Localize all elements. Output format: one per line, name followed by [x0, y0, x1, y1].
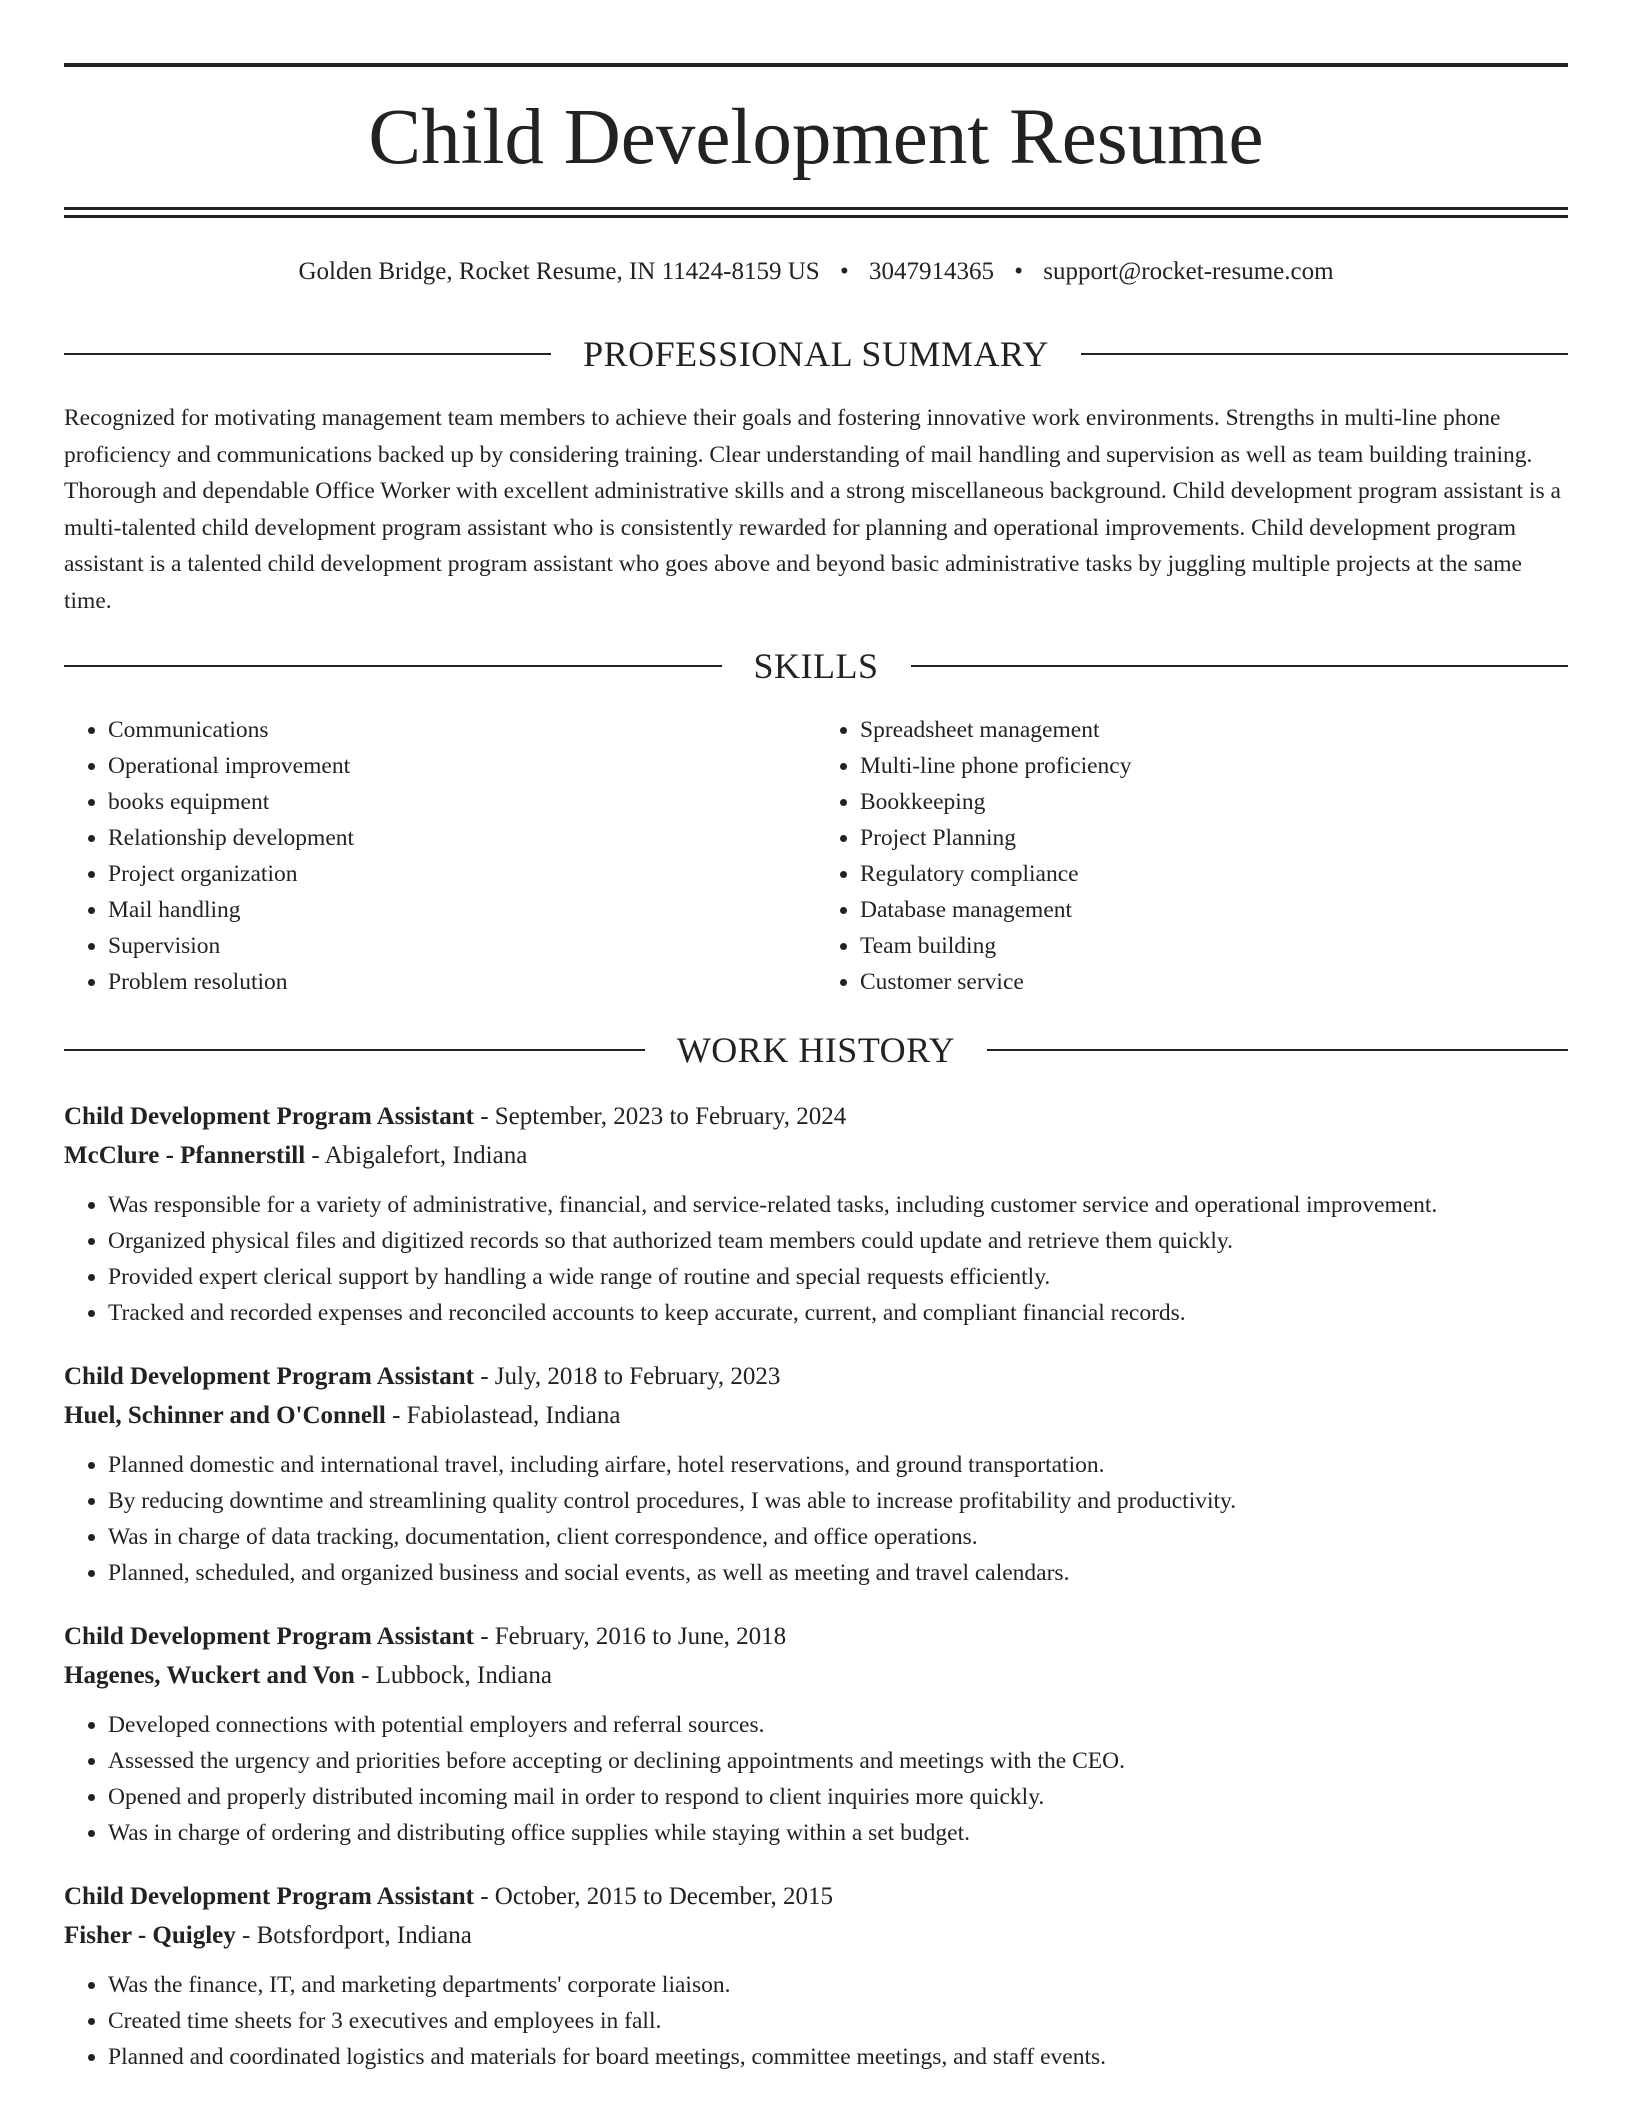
- job-company-line: Fisher - Quigley - Botsfordport, Indiana: [64, 1922, 472, 1949]
- job-bullet: • Developed connections with potential employers and referral sources.: [108, 1707, 1568, 1743]
- skill-item: • Communications: [108, 712, 816, 748]
- skills-list-left: [64, 712, 816, 1000]
- skill-item: • Project organization: [108, 856, 816, 892]
- skill-item: • Regulatory compliance: [860, 856, 1568, 892]
- work-history-list: [64, 1097, 1568, 2101]
- section-rule: [64, 665, 722, 667]
- section-rule: [911, 665, 1569, 667]
- section-rule: [64, 1049, 645, 1051]
- skill-item: • Multi-line phone proficiency: [860, 748, 1568, 784]
- job-entry: [64, 1097, 1568, 1331]
- section-rule: [987, 1049, 1568, 1051]
- job-bullet: • Provided expert clerical support by handling a wide range of routine and special requests efficiently.: [108, 1259, 1568, 1295]
- job-bullets: [64, 1187, 1568, 1331]
- job-title-line: Child Development Program Assistant - September, 2023 to February, 2024: [64, 1103, 847, 1130]
- job-company: McClure - Pfannerstill: [64, 1142, 306, 1169]
- job-location: Fabiolastead, Indiana: [406, 1402, 621, 1429]
- job-title-line: Child Development Program Assistant - February, 2016 to June, 2018: [64, 1623, 787, 1650]
- job-bullet: • Was in charge of data tracking, documentation, client correspondence, and office operations.: [108, 1519, 1568, 1555]
- job-company: Fisher - Quigley: [64, 1922, 236, 1949]
- job-bullet: • Planned, scheduled, and organized business and social events, as well as meeting and travel calendars.: [108, 1555, 1568, 1591]
- skills-list-right: [816, 712, 1568, 1000]
- contact-separator: •: [1014, 258, 1023, 285]
- job-bullet: • Created time sheets for 3 executives and employees in fall.: [108, 2003, 1568, 2039]
- skill-item: • Spreadsheet management: [860, 712, 1568, 748]
- job-title: Child Development Program Assistant: [64, 1363, 474, 1390]
- job-title-line: Child Development Program Assistant - July, 2018 to February, 2023: [64, 1363, 781, 1390]
- skill-item: • Relationship development: [108, 820, 816, 856]
- skill-item: • books equipment: [108, 784, 816, 820]
- job-location: Botsfordport, Indiana: [256, 1922, 472, 1949]
- job-bullet: • Was the finance, IT, and marketing departments' corporate liaison.: [108, 1967, 1568, 2003]
- section-rule: [64, 353, 551, 355]
- job-bullet: • By reducing downtime and streamlining quality control procedures, I was able to increase profitability and productivity.: [108, 1483, 1568, 1519]
- job-bullet: • Organized physical files and digitized records so that authorized team members could update and retrieve them quickly.: [108, 1223, 1568, 1259]
- contact-separator: •: [839, 258, 849, 285]
- job-location: Lubbock, Indiana: [375, 1662, 552, 1689]
- job-company-line: McClure - Pfannerstill - Abigalefort, Indiana: [64, 1142, 528, 1169]
- job-dates: July, 2018 to February, 2023: [494, 1363, 781, 1390]
- job-bullet: • Planned domestic and international travel, including airfare, hotel reservations, and ground transportation.: [108, 1447, 1568, 1483]
- summary-text: Recognized for motivating management team members to achieve their goals and fostering innovative work environments. Strengths in multi-line phone proficiency and communications backed up by considering training. Clear understanding of mail handling and supervision as well as team building training. Thorough and dependable Office Worker with excellent administrative skills and a strong miscellaneous background. Child development program assistant is a multi-talented child development program assistant who is consistently rewarded for planning and operational improvements. Child development program assistant is a talented child development program assistant who goes above and beyond basic administrative tasks by juggling multiple projects at the same time.: [64, 405, 1561, 614]
- job-entry: [64, 1357, 1568, 1591]
- job-entry: [64, 1617, 1568, 1851]
- address: Golden Bridge, Rocket Resume, IN 11424-8159 US: [298, 258, 820, 285]
- job-bullet: • Was responsible for a variety of administrative, financial, and service-related tasks, including customer service and operational improvement.: [108, 1187, 1568, 1223]
- job-bullet: • Opened and properly distributed incoming mail in order to respond to client inquiries more quickly.: [108, 1779, 1568, 1815]
- skill-item: • Team building: [860, 928, 1568, 964]
- job-dates: September, 2023 to February, 2024: [494, 1103, 847, 1130]
- skill-item: • Supervision: [108, 928, 816, 964]
- job-title: Child Development Program Assistant: [64, 1883, 474, 1910]
- skills-section-header: [64, 646, 1568, 686]
- summary-section-header: [64, 334, 1568, 374]
- job-location: Abigalefort, Indiana: [324, 1142, 528, 1169]
- skill-item: • Project Planning: [860, 820, 1568, 856]
- work-heading: WORK HISTORY: [676, 1030, 956, 1070]
- job-bullet: • Was in charge of ordering and distributing office supplies while staying within a set budget.: [108, 1815, 1568, 1851]
- job-company-line: Hagenes, Wuckert and Von - Lubbock, Indiana: [64, 1662, 552, 1689]
- skills-columns: [64, 712, 1568, 1000]
- job-dates: February, 2016 to June, 2018: [494, 1623, 787, 1650]
- skills-heading: SKILLS: [753, 646, 879, 686]
- section-rule: [1081, 353, 1568, 355]
- skill-item: • Operational improvement: [108, 748, 816, 784]
- summary-heading: PROFESSIONAL SUMMARY: [583, 334, 1049, 374]
- job-company-line: Huel, Schinner and O'Connell - Fabiolastead, Indiana: [64, 1402, 621, 1429]
- job-title: Child Development Program Assistant: [64, 1103, 474, 1130]
- job-company: Huel, Schinner and O'Connell: [64, 1402, 386, 1429]
- top-rule: [64, 63, 1568, 67]
- double-rule: [64, 207, 1568, 218]
- job-bullets: [64, 1447, 1568, 1591]
- job-bullet: • Assessed the urgency and priorities before accepting or declining appointments and meetings with the CEO.: [108, 1743, 1568, 1779]
- job-bullet: • Planned and coordinated logistics and materials for board meetings, committee meetings, and staff events.: [108, 2039, 1568, 2075]
- skill-item: • Mail handling: [108, 892, 816, 928]
- skill-item: • Problem resolution: [108, 964, 816, 1000]
- skill-item: • Database management: [860, 892, 1568, 928]
- job-bullet: • Tracked and recorded expenses and reconciled accounts to keep accurate, current, and compliant financial records.: [108, 1295, 1568, 1331]
- work-section-header: [64, 1030, 1568, 1070]
- email: support@rocket-resume.com: [1043, 258, 1334, 285]
- job-title-line: Child Development Program Assistant - October, 2015 to December, 2015: [64, 1883, 833, 1910]
- job-company: Hagenes, Wuckert and Von: [64, 1662, 355, 1689]
- job-bullets: [64, 1967, 1568, 2075]
- phone: 3047914365: [868, 258, 994, 285]
- skill-item: • Customer service: [860, 964, 1568, 1000]
- job-title: Child Development Program Assistant: [64, 1623, 474, 1650]
- job-dates: October, 2015 to December, 2015: [494, 1883, 833, 1910]
- resume-title: Child Development Resume: [368, 94, 1264, 181]
- contact-line: [64, 254, 1568, 290]
- skill-item: • Bookkeeping: [860, 784, 1568, 820]
- job-bullets: [64, 1707, 1568, 1851]
- job-entry: [64, 1877, 1568, 2075]
